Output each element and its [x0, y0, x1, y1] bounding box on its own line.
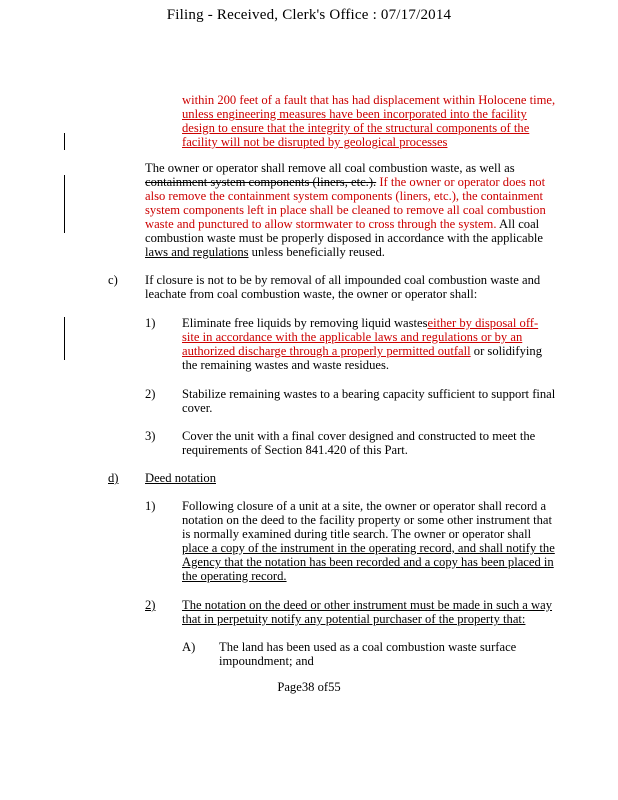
item-c1-label: 1) [145, 316, 156, 330]
item-dA-label: A) [182, 640, 196, 654]
top-line-1: within 200 feet of a fault that has had displacement within Holocene time, [182, 93, 556, 107]
item-c3-line-1: Cover the unit with a final cover designed and constructed to meet the [182, 429, 536, 443]
page-total: 55 [328, 680, 341, 694]
underlined-text: laws and regulations [145, 245, 249, 259]
removal-line-3: also remove the containment system components (liners, etc.), the containment [145, 189, 543, 203]
inserted-text: either by disposal off- [427, 316, 539, 330]
page-footer [0, 680, 618, 695]
removal-line-5 [145, 217, 585, 232]
inserted-text: If the owner or operator does not [379, 175, 546, 189]
removal-tail-text: All coal [498, 217, 540, 231]
item-d1-line-2: notation on the deed to the facility property or some other instrument that [182, 513, 553, 527]
item-c1-line-3 [182, 344, 584, 359]
item-c2-line-2: cover. [182, 401, 213, 415]
inserted-text: authorized discharge through a properly permitted outfall [182, 344, 471, 358]
item-c2-line-1: Stabilize remaining wastes to a bearing capacity sufficient to support final [182, 387, 556, 401]
removal-line-2 [145, 175, 585, 190]
filing-header: Filing - Received, Clerk's Office : 07/17/2014 [166, 7, 452, 23]
item-d1-line-3: is normally examined during title search. The owner or operator shall [182, 527, 532, 541]
plain-text: unless beneficially reused. [248, 245, 385, 259]
inserted-text: waste and punctured to allow stormwater to cross through the system. [145, 217, 497, 231]
section-c-line-2: leachate from coal combustion waste, the owner or operator shall: [145, 287, 478, 301]
change-bar [64, 133, 65, 150]
removal-line-6: combustion waste must be properly disposed in accordance with the applicable [145, 231, 543, 245]
item-d1-line-4: place a copy of the instrument in the operating record, and shall notify the [182, 541, 555, 555]
plain-text: or solidifying [470, 344, 543, 358]
section-c-label: c) [108, 273, 118, 287]
top-line-2: unless engineering measures have been incorporated into the facility [182, 107, 527, 121]
removal-line-7 [145, 245, 585, 260]
item-dA-line-2: impoundment; and [219, 654, 314, 668]
item-c3-line-2: requirements of Section 841.420 of this Part. [182, 443, 408, 457]
section-d-label: d) [108, 471, 119, 485]
item-c1-line-4: the remaining wastes and waste residues. [182, 358, 390, 372]
item-c2-label: 2) [145, 387, 156, 401]
item-c1-line-1 [182, 316, 584, 331]
plain-text: Eliminate free liquids by removing liquid wastes [182, 316, 428, 330]
top-line-3: design to ensure that the integrity of the structural components of the [182, 121, 530, 135]
top-line-4: facility will not be disrupted by geological processes [182, 135, 448, 149]
item-d1-line-1: Following closure of a unit at a site, the owner or operator shall record a [182, 499, 547, 513]
page-number: 38 [301, 680, 315, 694]
change-bar [64, 317, 65, 360]
item-d1-label: 1) [145, 499, 156, 513]
section-c-line-1: If closure is not to be by removal of all impounded coal combustion waste and [145, 273, 541, 287]
item-d1-line-5: Agency that the notation has been recorded and a copy has been placed in [182, 555, 554, 569]
struck-text: containment system components (liners, etc.). [145, 175, 377, 189]
item-c3-label: 3) [145, 429, 156, 443]
item-d2-label: 2) [145, 598, 156, 612]
removal-line-4: system components left in place shall be cleaned to remove all coal combustion [145, 203, 546, 217]
section-d-title: Deed notation [145, 471, 216, 485]
removal-line-1: The owner or operator shall remove all coal combustion waste, as well as [145, 161, 515, 175]
page-of: of [317, 680, 329, 694]
change-bar [64, 175, 65, 233]
item-d2-line-1: The notation on the deed or other instrument must be made in such a way [182, 598, 553, 612]
item-d2-line-2: that in perpetuity notify any potential purchaser of the property that: [182, 612, 526, 626]
page-prefix: Page [277, 680, 302, 694]
item-c1-line-2: site in accordance with the applicable laws and regulations or by an [182, 330, 523, 344]
item-d1-line-6: the operating record. [182, 569, 287, 583]
item-dA-line-1: The land has been used as a coal combustion waste surface [219, 640, 517, 654]
